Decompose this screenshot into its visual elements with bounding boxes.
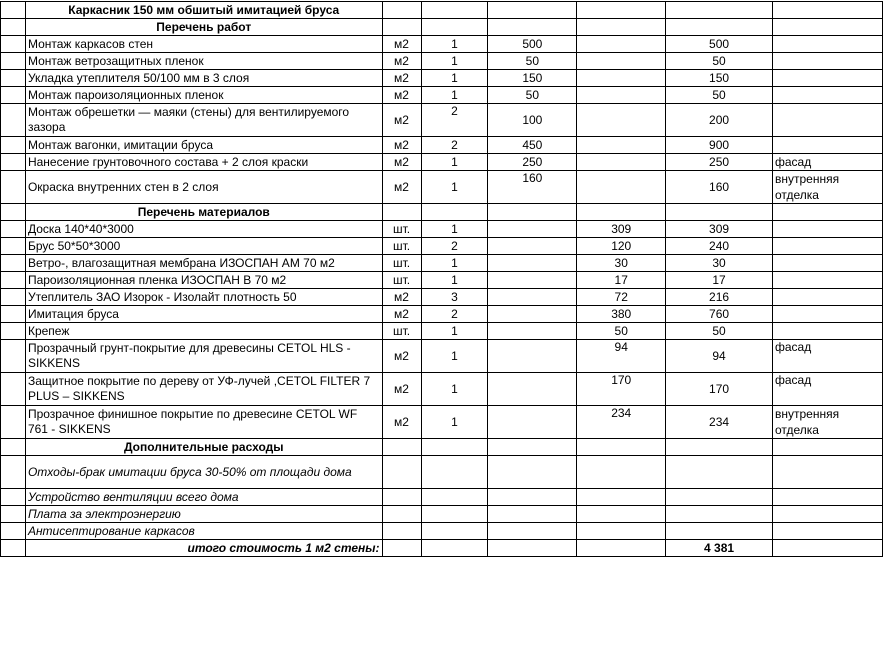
- section-header-row: [1, 204, 883, 221]
- table-row: [1, 171, 883, 204]
- item-sum: 309: [666, 221, 773, 238]
- extra-item: Плата за электроэнергию: [25, 506, 382, 523]
- item-sum: 240: [666, 238, 773, 255]
- item-unit: м2: [382, 70, 421, 87]
- item-sum: 94: [666, 340, 773, 373]
- table-row: [1, 36, 883, 53]
- section-header-row: [1, 19, 883, 36]
- table-row: [1, 323, 883, 340]
- item-sum: 50: [666, 323, 773, 340]
- section-header-row: [1, 439, 883, 456]
- item-sum: 500: [666, 36, 773, 53]
- table-row: [1, 406, 883, 439]
- item-note: [772, 87, 882, 104]
- item-unit: м2: [382, 340, 421, 373]
- item-price: 17: [577, 272, 666, 289]
- extra-item: Антисептирование каркасов: [25, 523, 382, 540]
- item-unit: шт.: [382, 255, 421, 272]
- item-name: Монтаж вагонки, имитации бруса: [25, 137, 382, 154]
- table-row: [1, 238, 883, 255]
- item-unit: м2: [382, 406, 421, 439]
- table-row: [1, 255, 883, 272]
- total-row: [1, 540, 883, 557]
- item-price: 170: [577, 373, 666, 406]
- table-row: [1, 53, 883, 70]
- item-note: [772, 70, 882, 87]
- table-row: [1, 340, 883, 373]
- item-unit: шт.: [382, 221, 421, 238]
- table-row: [1, 456, 883, 489]
- item-qty: 1: [421, 221, 488, 238]
- item-name: Брус 50*50*3000: [25, 238, 382, 255]
- item-note: [772, 137, 882, 154]
- item-note: [772, 36, 882, 53]
- item-qty: 3: [421, 289, 488, 306]
- item-name: Монтаж пароизоляционных пленок: [25, 87, 382, 104]
- table-row: [1, 154, 883, 171]
- item-unit: м2: [382, 137, 421, 154]
- extra-item: Устройство вентиляции всего дома: [25, 489, 382, 506]
- item-name: Пароизоляционная пленка ИЗОСПАН В 70 м2: [25, 272, 382, 289]
- section-extra-title: Дополнительные расходы: [25, 439, 382, 456]
- item-sum: 760: [666, 306, 773, 323]
- item-name: Укладка утеплителя 50/100 мм в 3 слоя: [25, 70, 382, 87]
- item-name: Доска 140*40*3000: [25, 221, 382, 238]
- item-unit: м2: [382, 306, 421, 323]
- item-name: Прозрачное финишное покрытие по древесине CETOL WF 761 - SIKKENS: [25, 406, 382, 439]
- item-qty: 1: [421, 373, 488, 406]
- item-price: 160: [488, 171, 577, 204]
- item-price: 72: [577, 289, 666, 306]
- item-price: 30: [577, 255, 666, 272]
- table-row: [1, 221, 883, 238]
- item-price: 100: [488, 104, 577, 137]
- item-unit: м2: [382, 289, 421, 306]
- table-row: [1, 306, 883, 323]
- item-price: 50: [577, 323, 666, 340]
- item-price: 94: [577, 340, 666, 373]
- item-qty: 1: [421, 272, 488, 289]
- item-note: [772, 272, 882, 289]
- item-qty: 2: [421, 238, 488, 255]
- item-unit: м2: [382, 36, 421, 53]
- item-qty: 2: [421, 137, 488, 154]
- item-qty: 1: [421, 406, 488, 439]
- table-row: [1, 289, 883, 306]
- table-row: [1, 373, 883, 406]
- item-name: Монтаж ветрозащитных пленок: [25, 53, 382, 70]
- item-name: Монтаж каркасов стен: [25, 36, 382, 53]
- table-row: [1, 137, 883, 154]
- item-qty: 1: [421, 154, 488, 171]
- item-note: [772, 221, 882, 238]
- item-note: [772, 255, 882, 272]
- item-unit: шт.: [382, 238, 421, 255]
- item-unit: м2: [382, 104, 421, 137]
- sheet-title: Каркасник 150 мм обшитый имитацией бруса: [25, 2, 382, 19]
- item-unit: м2: [382, 87, 421, 104]
- item-name: Защитное покрытие по дереву от УФ-лучей ,CETOL FILTER 7 PLUS – SIKKENS: [25, 373, 382, 406]
- table-row: [1, 70, 883, 87]
- item-sum: 250: [666, 154, 773, 171]
- item-sum: 30: [666, 255, 773, 272]
- item-price: 234: [577, 406, 666, 439]
- table-row: [1, 489, 883, 506]
- item-note: [772, 238, 882, 255]
- item-price: 250: [488, 154, 577, 171]
- table-row: [1, 272, 883, 289]
- item-sum: 50: [666, 53, 773, 70]
- item-note: внутренняя отделка: [772, 171, 882, 204]
- table-row: [1, 104, 883, 137]
- item-price: 309: [577, 221, 666, 238]
- item-price: 120: [577, 238, 666, 255]
- total-value: 4 381: [666, 540, 773, 557]
- item-qty: 2: [421, 104, 488, 137]
- item-unit: шт.: [382, 323, 421, 340]
- item-note: [772, 53, 882, 70]
- item-price: 50: [488, 53, 577, 70]
- item-sum: 900: [666, 137, 773, 154]
- item-qty: 1: [421, 340, 488, 373]
- item-name: Утеплитель ЗАО Изорок - Изолайт плотность 50: [25, 289, 382, 306]
- item-qty: 2: [421, 306, 488, 323]
- item-note: [772, 289, 882, 306]
- item-qty: 1: [421, 255, 488, 272]
- item-note: фасад: [772, 373, 882, 406]
- table-row: [1, 506, 883, 523]
- item-sum: 160: [666, 171, 773, 204]
- item-name: Нанесение грунтовочного состава + 2 слоя краски: [25, 154, 382, 171]
- estimate-table: [0, 1, 883, 557]
- item-qty: 1: [421, 87, 488, 104]
- section-materials-title: Перечень материалов: [25, 204, 382, 221]
- item-qty: 1: [421, 70, 488, 87]
- extra-item: Отходы-брак имитации бруса 30-50% от площади дома: [25, 456, 382, 489]
- item-price: 450: [488, 137, 577, 154]
- item-note: фасад: [772, 340, 882, 373]
- item-sum: 234: [666, 406, 773, 439]
- item-unit: м2: [382, 373, 421, 406]
- item-sum: 216: [666, 289, 773, 306]
- item-note: [772, 306, 882, 323]
- item-sum: 50: [666, 87, 773, 104]
- item-qty: 1: [421, 36, 488, 53]
- item-name: Имитация бруса: [25, 306, 382, 323]
- item-note: фасад: [772, 154, 882, 171]
- item-price: 500: [488, 36, 577, 53]
- total-label: итого стоимость 1 м2 стены:: [25, 540, 382, 557]
- item-name: Монтаж обрешетки — маяки (стены) для вентилируемого зазора: [25, 104, 382, 137]
- item-note: [772, 104, 882, 137]
- item-price: 50: [488, 87, 577, 104]
- item-note: [772, 323, 882, 340]
- item-price: 150: [488, 70, 577, 87]
- item-price: 380: [577, 306, 666, 323]
- item-qty: 1: [421, 323, 488, 340]
- item-name: Крепеж: [25, 323, 382, 340]
- table-row: [1, 87, 883, 104]
- item-sum: 170: [666, 373, 773, 406]
- table-row: [1, 523, 883, 540]
- item-sum: 200: [666, 104, 773, 137]
- item-unit: м2: [382, 154, 421, 171]
- item-sum: 17: [666, 272, 773, 289]
- item-qty: 1: [421, 171, 488, 204]
- item-name: Ветро-, влагозащитная мембрана ИЗОСПАН АМ 70 м2: [25, 255, 382, 272]
- item-qty: 1: [421, 53, 488, 70]
- item-unit: м2: [382, 53, 421, 70]
- item-name: Прозрачный грунт-покрытие для древесины CETOL HLS - SIKKENS: [25, 340, 382, 373]
- title-row: [1, 2, 883, 19]
- item-unit: шт.: [382, 272, 421, 289]
- section-works-title: Перечень работ: [25, 19, 382, 36]
- item-sum: 150: [666, 70, 773, 87]
- item-note: внутренняя отделка: [772, 406, 882, 439]
- item-unit: м2: [382, 171, 421, 204]
- item-name: Окраска внутренних стен в 2 слоя: [25, 171, 382, 204]
